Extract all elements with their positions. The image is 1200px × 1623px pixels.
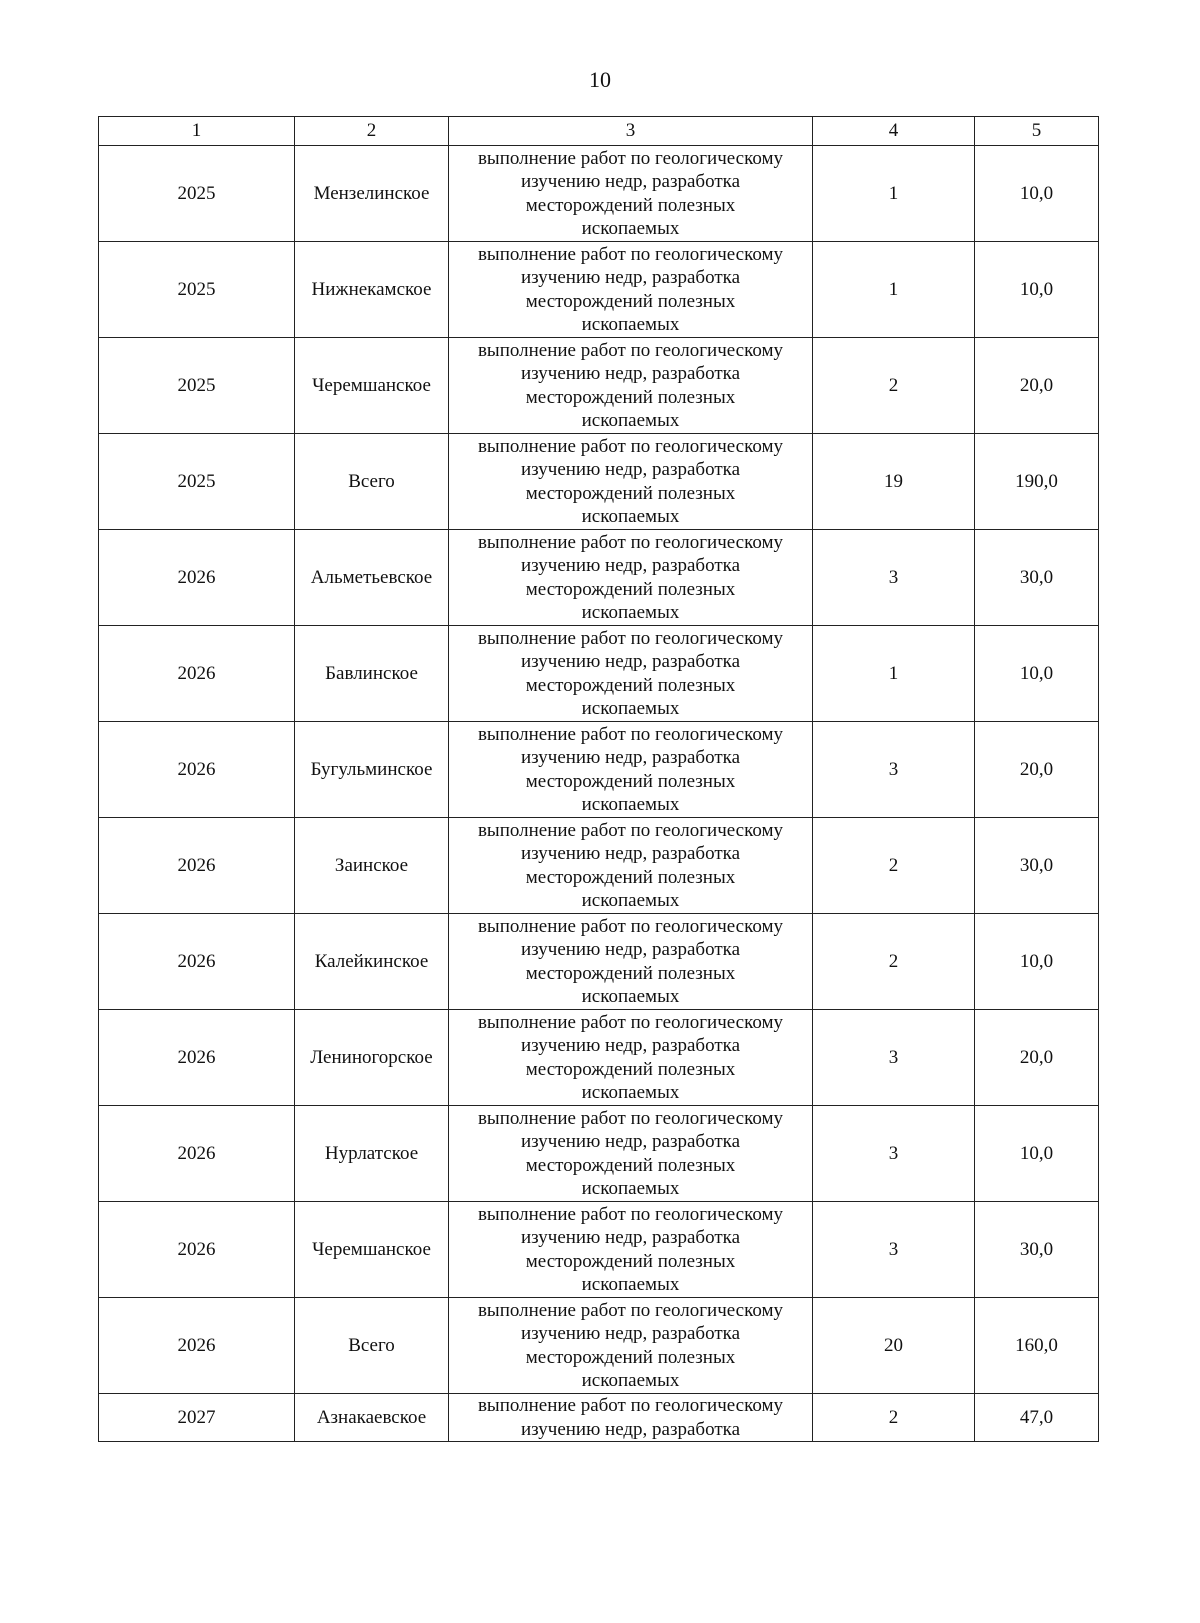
- district-cell: Всего: [295, 1298, 449, 1394]
- description-line: выполнение работ по геологическому: [477, 819, 784, 841]
- description-line: изучению недр, разработка: [520, 1227, 741, 1248]
- data-table: [98, 116, 1099, 1442]
- description-cell: [449, 434, 813, 530]
- table-row: [99, 1394, 1099, 1442]
- description-line: месторождений полезных: [525, 1154, 736, 1176]
- table-row: [99, 434, 1099, 530]
- description-line: ископаемых: [581, 506, 680, 527]
- description-line: изучению недр, разработка: [520, 459, 741, 480]
- amount-cell: 10,0: [975, 242, 1099, 338]
- table-row: [99, 626, 1099, 722]
- description-line: выполнение работ по геологическому: [477, 1395, 784, 1416]
- description-line: ископаемых: [581, 218, 680, 239]
- year-cell: 2027: [99, 1394, 295, 1442]
- description-line: изучению недр, разработка: [520, 1418, 741, 1440]
- amount-cell: 30,0: [975, 818, 1099, 914]
- description-cell: [449, 626, 813, 722]
- year-cell: 2026: [99, 626, 295, 722]
- description-line: выполнение работ по геологическому: [477, 1107, 784, 1129]
- description-line: выполнение работ по геологическому: [477, 1299, 784, 1321]
- description-line: месторождений полезных: [525, 674, 736, 696]
- amount-cell: 47,0: [975, 1394, 1099, 1442]
- column-header: 2: [295, 117, 449, 146]
- description-cell: [449, 1106, 813, 1202]
- description-cell: [449, 530, 813, 626]
- table-row: [99, 242, 1099, 338]
- count-cell: 3: [813, 1202, 975, 1298]
- description-line: ископаемых: [581, 1082, 680, 1103]
- table-row: [99, 818, 1099, 914]
- description-line: изучению недр, разработка: [520, 555, 741, 576]
- count-cell: 3: [813, 530, 975, 626]
- amount-cell: 160,0: [975, 1298, 1099, 1394]
- description-line: выполнение работ по геологическому: [477, 915, 784, 937]
- year-cell: 2025: [99, 338, 295, 434]
- column-header: 4: [813, 117, 975, 146]
- description-line: месторождений полезных: [525, 1058, 736, 1080]
- year-cell: 2026: [99, 722, 295, 818]
- year-cell: 2026: [99, 1106, 295, 1202]
- description-cell: [449, 1202, 813, 1298]
- column-header: 1: [99, 117, 295, 146]
- amount-cell: 10,0: [975, 1106, 1099, 1202]
- amount-cell: 30,0: [975, 530, 1099, 626]
- amount-cell: 10,0: [975, 146, 1099, 242]
- description-line: месторождений полезных: [525, 194, 736, 216]
- description-line: месторождений полезных: [525, 770, 736, 792]
- year-cell: 2026: [99, 1298, 295, 1394]
- year-cell: 2026: [99, 1202, 295, 1298]
- description-line: ископаемых: [581, 602, 680, 623]
- year-cell: 2025: [99, 242, 295, 338]
- description-line: месторождений полезных: [525, 386, 736, 408]
- district-cell: Лениногорское: [295, 1010, 449, 1106]
- column-header: 5: [975, 117, 1099, 146]
- description-line: выполнение работ по геологическому: [477, 723, 784, 745]
- count-cell: 1: [813, 242, 975, 338]
- district-cell: Нурлатское: [295, 1106, 449, 1202]
- table-row: [99, 1010, 1099, 1106]
- count-cell: 1: [813, 146, 975, 242]
- year-cell: 2026: [99, 818, 295, 914]
- description-line: изучению недр, разработка: [520, 1131, 741, 1152]
- table-row: [99, 914, 1099, 1010]
- district-cell: Черемшанское: [295, 338, 449, 434]
- count-cell: 3: [813, 1106, 975, 1202]
- table-body: [99, 146, 1099, 1442]
- description-cell: [449, 146, 813, 242]
- description-cell: [449, 1298, 813, 1394]
- description-line: месторождений полезных: [525, 578, 736, 600]
- count-cell: 20: [813, 1298, 975, 1394]
- description-line: ископаемых: [581, 890, 680, 911]
- count-cell: 2: [813, 914, 975, 1010]
- description-line: выполнение работ по геологическому: [477, 1203, 784, 1225]
- count-cell: 3: [813, 722, 975, 818]
- description-line: месторождений полезных: [525, 290, 736, 312]
- description-line: выполнение работ по геологическому: [477, 339, 784, 361]
- count-cell: 2: [813, 818, 975, 914]
- district-cell: Калейкинское: [295, 914, 449, 1010]
- district-cell: Черемшанское: [295, 1202, 449, 1298]
- district-cell: Нижнекамское: [295, 242, 449, 338]
- description-line: выполнение работ по геологическому: [477, 627, 784, 649]
- description-line: изучению недр, разработка: [520, 171, 741, 192]
- count-cell: 2: [813, 1394, 975, 1442]
- amount-cell: 10,0: [975, 914, 1099, 1010]
- table-row: [99, 1106, 1099, 1202]
- district-cell: Бавлинское: [295, 626, 449, 722]
- description-line: ископаемых: [581, 1370, 680, 1391]
- description-line: изучению недр, разработка: [520, 267, 741, 288]
- description-cell: [449, 242, 813, 338]
- table-row: [99, 530, 1099, 626]
- description-line: изучению недр, разработка: [520, 651, 741, 672]
- year-cell: 2026: [99, 530, 295, 626]
- description-line: месторождений полезных: [525, 1250, 736, 1272]
- year-cell: 2025: [99, 146, 295, 242]
- description-line: изучению недр, разработка: [520, 843, 741, 864]
- description-line: изучению недр, разработка: [520, 363, 741, 384]
- description-line: ископаемых: [581, 1274, 680, 1295]
- description-line: ископаемых: [581, 314, 680, 335]
- description-line: месторождений полезных: [525, 866, 736, 888]
- description-line: ископаемых: [581, 986, 680, 1007]
- district-cell: Бугульминское: [295, 722, 449, 818]
- amount-cell: 20,0: [975, 1010, 1099, 1106]
- description-line: выполнение работ по геологическому: [477, 243, 784, 265]
- district-cell: Заинское: [295, 818, 449, 914]
- table-row: [99, 338, 1099, 434]
- table-row: [99, 722, 1099, 818]
- description-cell: [449, 914, 813, 1010]
- description-cell: [449, 1394, 813, 1442]
- description-line: изучению недр, разработка: [520, 1323, 741, 1344]
- amount-cell: 20,0: [975, 722, 1099, 818]
- year-cell: 2026: [99, 1010, 295, 1106]
- amount-cell: 30,0: [975, 1202, 1099, 1298]
- district-cell: Всего: [295, 434, 449, 530]
- description-line: месторождений полезных: [525, 962, 736, 984]
- table-header-row: [99, 117, 1099, 146]
- amount-cell: 10,0: [975, 626, 1099, 722]
- table-row: [99, 1202, 1099, 1298]
- year-cell: 2026: [99, 914, 295, 1010]
- amount-cell: 20,0: [975, 338, 1099, 434]
- description-line: ископаемых: [581, 410, 680, 431]
- description-line: изучению недр, разработка: [520, 1035, 741, 1056]
- description-line: выполнение работ по геологическому: [477, 147, 784, 169]
- description-line: выполнение работ по геологическому: [477, 1011, 784, 1033]
- description-line: ископаемых: [581, 1178, 680, 1199]
- description-line: изучению недр, разработка: [520, 747, 741, 768]
- description-line: выполнение работ по геологическому: [477, 531, 784, 553]
- description-line: выполнение работ по геологическому: [477, 435, 784, 457]
- description-line: ископаемых: [581, 794, 680, 815]
- description-line: изучению недр, разработка: [520, 939, 741, 960]
- description-line: ископаемых: [581, 698, 680, 719]
- count-cell: 19: [813, 434, 975, 530]
- district-cell: Мензелинское: [295, 146, 449, 242]
- count-cell: 3: [813, 1010, 975, 1106]
- district-cell: Азнакаевское: [295, 1394, 449, 1442]
- description-cell: [449, 338, 813, 434]
- description-line: месторождений полезных: [525, 1346, 736, 1368]
- table-row: [99, 1298, 1099, 1394]
- table-row: [99, 146, 1099, 242]
- count-cell: 2: [813, 338, 975, 434]
- description-cell: [449, 818, 813, 914]
- page-number: 10: [589, 67, 611, 92]
- district-cell: Альметьевское: [295, 530, 449, 626]
- column-header: 3: [449, 117, 813, 146]
- amount-cell: 190,0: [975, 434, 1099, 530]
- year-cell: 2025: [99, 434, 295, 530]
- description-cell: [449, 722, 813, 818]
- description-cell: [449, 1010, 813, 1106]
- count-cell: 1: [813, 626, 975, 722]
- description-line: месторождений полезных: [525, 482, 736, 504]
